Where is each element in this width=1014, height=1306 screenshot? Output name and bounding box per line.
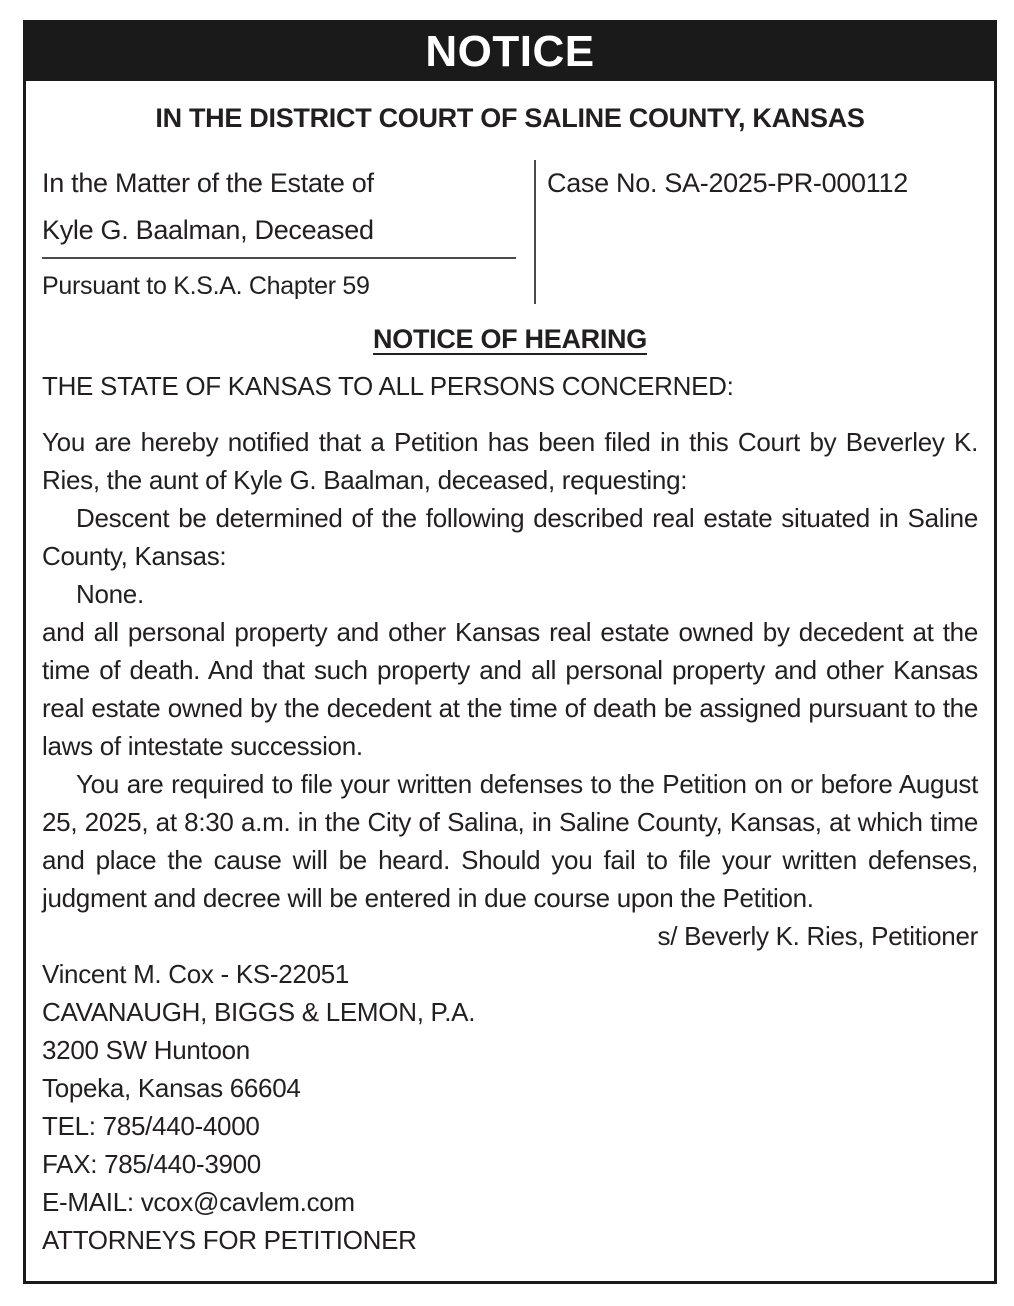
court-heading: IN THE DISTRICT COURT OF SALINE COUNTY, KANSAS <box>155 103 865 133</box>
notice-content <box>26 81 994 1281</box>
caption-left-column <box>42 160 534 304</box>
attorney-street-line: 3200 SW Huntoon <box>42 1035 250 1065</box>
salutation-line: THE STATE OF KANSAS TO ALL PERSONS CONCERNED: <box>42 371 734 401</box>
notice-title: NOTICE <box>425 27 595 76</box>
caption-matter-line: In the Matter of the Estate of <box>42 168 374 198</box>
body-paragraph-2: Descent be determined of the following described real estate situated in Saline County, Kansas: <box>42 503 978 571</box>
hearing-heading-text: NOTICE OF HEARING <box>373 324 647 354</box>
attorney-role-line: ATTORNEYS FOR PETITIONER <box>42 1225 417 1255</box>
attorney-fax-line: FAX: 785/440-3900 <box>42 1149 261 1179</box>
attorney-firm-line: CAVANAUGH, BIGGS & LEMON, P.A. <box>42 997 476 1027</box>
notice-banner <box>26 23 994 81</box>
hearing-heading <box>42 324 978 355</box>
body-paragraph-4: and all personal property and other Kansas real estate owned by decedent at the time of death. And that such property and all personal property and other Kansas real estate owned by the decedent at the time of death be assigned pursuant to the laws of intestate succession. <box>42 617 978 761</box>
attorney-tel-line: TEL: 785/440-4000 <box>42 1111 260 1141</box>
body-paragraph-1: You are hereby notified that a Petition has been filed in this Court by Beverley K. Ries, the aunt of Kyle G. Baalman, deceased, requesting: <box>42 427 978 495</box>
body-paragraph-3: None. <box>76 579 144 609</box>
attorney-block <box>42 955 978 1259</box>
notice-box <box>23 20 997 1284</box>
caption-decedent-line: Kyle G. Baalman, Deceased <box>42 215 374 245</box>
attorney-name-line: Vincent M. Cox - KS-22051 <box>42 959 350 989</box>
attorney-email-line: E-MAIL: vcox@cavlem.com <box>42 1187 355 1217</box>
caption-divider-rule <box>42 257 516 259</box>
attorney-city-line: Topeka, Kansas 66604 <box>42 1073 301 1103</box>
case-caption <box>42 160 978 304</box>
caption-statute-line: Pursuant to K.S.A. Chapter 59 <box>42 272 370 300</box>
signature-line: s/ Beverly K. Ries, Petitioner <box>657 921 978 951</box>
case-number: Case No. SA-2025-PR-000112 <box>534 160 978 304</box>
body-paragraph-5: You are required to file your written defenses to the Petition on or before August 25, 2025, at 8:30 a.m. in the City of Salina, in Saline County, Kansas, at which time and place the cause will be heard. Should you fail to file your written defenses, judgment and decree will be entered in due course upon the Petition. <box>42 769 978 913</box>
